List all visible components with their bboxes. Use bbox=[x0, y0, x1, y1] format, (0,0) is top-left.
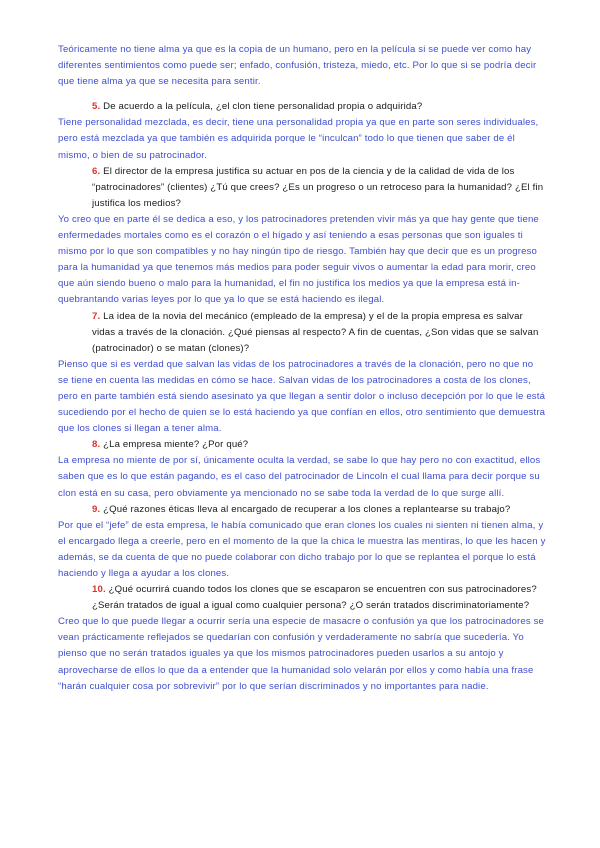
answer-7-paragraph: Pienso que si es verdad que salvan las vidas de los patrocinadores a través de la clonación, pero no que no se tiene en cuenta las medidas en cómo se hace. Salvan vidas de los patrocinadores a costa de los clones, pero en parte también está siendo asesinato ya que llegan a sentir dolor o incluso decepción por lo que le está sucediendo por el hecho de quien se lo está haciendo ya que confían en ellos, otro sentimiento que demuestra que los clones si llegan a tener alma. bbox=[58, 358, 546, 435]
question-number: 8. bbox=[92, 439, 101, 451]
question-text: La idea de la novia del mecánico (empleado de la empresa) y el de la propia empresa es salvar vidas a través de la clonación. ¿Qué piensas al respecto? A fin de cuentas, ¿Son vidas que se salvan (patrocinador) o se matan (clones)? bbox=[92, 310, 539, 354]
answer-9-paragraph: Por que el “jefe” de esta empresa, le había comunicado que eran clones los cuales ni sienten ni tienen alma, y el encargado llega a creerle, pero en el momento de la que la chica le muestra las mentiras, lo que les hacen y además, se da cuenta de que no puede colaborar con dicho trabajo por lo que se replantea el porque lo está haciendo y llega a ayudar a los clones. bbox=[58, 519, 546, 579]
question-text: ¿Qué ocurrirá cuando todos los clones que se escaparon se encuentren con sus patrocinadores? ¿Serán tratados de igual a igual como cualquier persona? ¿O serán tratados discriminatoriamente? bbox=[92, 584, 537, 612]
question-5 bbox=[58, 99, 546, 115]
question-text: ¿La empresa miente? ¿Por qué? bbox=[103, 439, 249, 451]
question-text: El director de la empresa justifica su actuar en pos de la ciencia y de la calidad de vida de los “patrocinadores” (clientes) ¿Tú que crees? ¿Es un progreso o un retroceso para la humanidad? ¿El fin justifica los medios? bbox=[92, 165, 544, 209]
answer-10-paragraph: Creo que lo que puede llegar a ocurrir sería una especie de masacre o confusión ya que los patrocinadores se vean prácticamente reflejados se quedarían con confusión y verdaderamente no sabría que sucedería. Yo pienso que no serán tratados iguales ya que los mismos patrocinadores pueden usarlos a su antojo y aprovecharse de ellos lo que da a entender que la humanidad solo velarán por ellos y como había una frase “harán cualquier cosa por sobrevivir” por lo que serían discriminados y no importantes para nadie. bbox=[58, 616, 545, 692]
question-text: De acuerdo a la película, ¿el clon tiene personalidad propia o adquirida? bbox=[103, 101, 423, 113]
question-number: 7. bbox=[92, 310, 101, 322]
question-8 bbox=[58, 437, 546, 453]
question-9 bbox=[58, 502, 546, 518]
question-7 bbox=[58, 309, 546, 357]
answer-4-paragraph: Teóricamente no tiene alma ya que es la copia de un humano, pero en la película si se puede ver como hay diferentes sentimientos como puede ser; enfado, confusión, tristeza, miedo, etc. Por lo que si se podría decir que tiene alma ya que se necesita para sentir. bbox=[58, 44, 537, 88]
question-10 bbox=[58, 582, 546, 614]
document-body bbox=[58, 42, 546, 695]
question-number: 6. bbox=[92, 165, 101, 177]
question-number: 5. bbox=[92, 101, 101, 113]
answer-5-paragraph: Tiene personalidad mezclada, es decir, tiene una personalidad propia ya que en parte son seres individuales, pero está mezclada ya que también es adquirida porque le “inculcan” todo lo que tienen que saber de él mismo, o bien de su patrocinador. bbox=[58, 117, 539, 161]
question-number: 10. bbox=[92, 584, 106, 596]
answer-6-paragraph: Yo creo que en parte él se dedica a eso, y los patrocinadores pretenden vivir más ya que hay gente que tiene enfermedades mortales como es el corazón o el hígado y así teniendo a esas personas que son iguales ti mismo por lo que son compatibles y no hay ningún tipo de riesgo. También hay que decir que es un progreso para la humanidad ya que tenemos más medios para poder seguir vivos o aumentar la edad para morir, creo que aún siendo bueno o malo para la humanidad, el fin no justifica los medios ya que la empresa está in-quebrantando varias leyes por lo que ya lo que se está haciendo es ilegal. bbox=[58, 213, 539, 306]
question-text: ¿Qué razones éticas lleva al encargado de recuperar a los clones a replantearse su trabajo? bbox=[103, 503, 511, 515]
question-6 bbox=[58, 164, 546, 212]
question-number: 9. bbox=[92, 503, 101, 515]
answer-8-paragraph: La empresa no miente de por sí, únicamente oculta la verdad, se sabe lo que hay pero no con exactitud, ellos saben que es lo que están pagando, es el caso del patrocinador de Lincoln el cual llama para decir porque su clon está en su casa, pero obviamente ya mencionado no se sabe toda la verdad de lo que surge allí. bbox=[58, 455, 541, 499]
